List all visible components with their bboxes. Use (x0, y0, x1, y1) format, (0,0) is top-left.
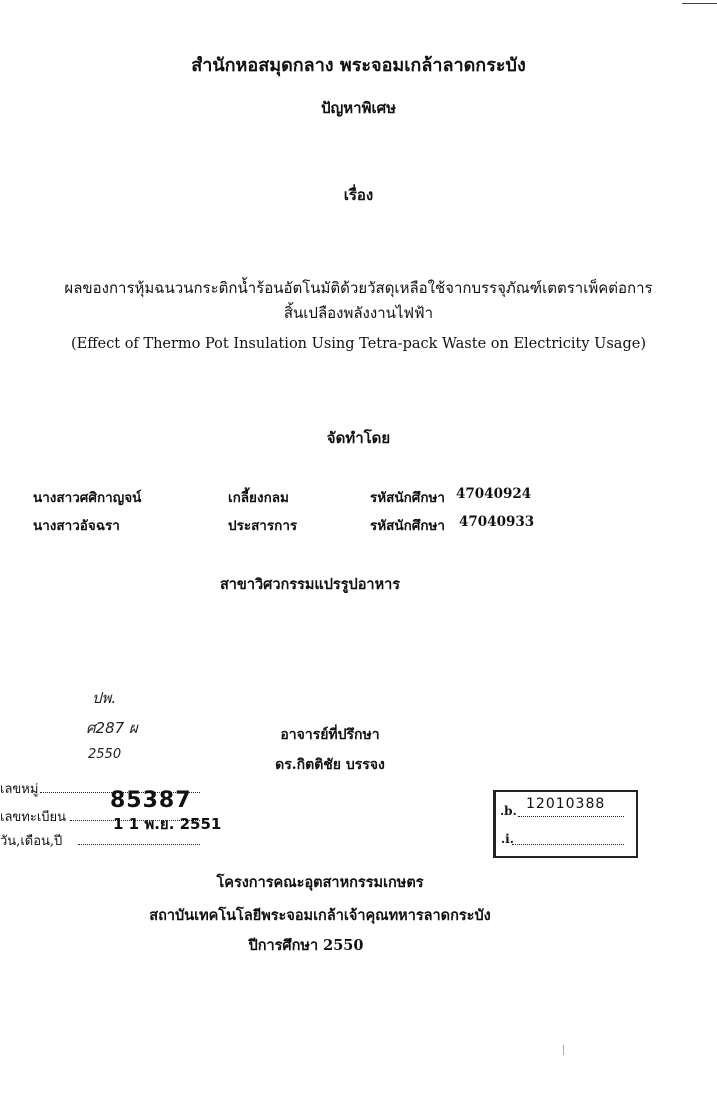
academic-year: ปีการศึกษา 2550 (248, 937, 364, 954)
i-label: .i. (501, 832, 514, 846)
author-2-id: 47040933 (459, 514, 535, 530)
date-stamp: 1 1 พ.ย. 2551 (113, 815, 222, 833)
department: สาขาวิศวกรรมแปรรูปอาหาร (219, 576, 401, 593)
barcode-number-box (493, 790, 638, 858)
author-1-id-label: รหัสนักศึกษา (370, 490, 446, 506)
program-name: โครงการคณะอุตสาหกรรมเกษตร (216, 874, 424, 891)
author-2-name: นางสาวอัจฉรา (33, 518, 120, 534)
author-1-surname: เกลี้ยงกลม (228, 490, 289, 506)
b-number: 12010388 (526, 796, 606, 812)
b-label: .b. (500, 804, 517, 818)
author-1-name: นางสาวศศิกาญจน์ (33, 490, 142, 506)
b-line (518, 816, 624, 817)
institute-name: สถาบันเทคโนโลยีพระจอมเกล้าเจ้าคุณทหารลาดกระบัง (149, 907, 491, 924)
thai-title-line-2: สิ้นเปลืองพลังงานไฟฟ้า (283, 304, 434, 322)
register-number-stamp: 85387 (110, 788, 192, 813)
i-line (512, 844, 624, 845)
handwritten-note-2: ศ287 ผ (86, 719, 138, 737)
author-1-id: 47040924 (456, 486, 532, 502)
advisor-name: ดร.กิตติชัย บรรจง (275, 757, 385, 773)
advisor-label: อาจารย์ที่ปรึกษา (280, 727, 380, 743)
date-label: วัน,เดือน,ปี (0, 834, 63, 849)
author-2-surname: ประสารการ (228, 518, 298, 534)
scan-speck (563, 1045, 564, 1055)
subject-label: เรื่อง (343, 186, 374, 204)
scan-edge-line (682, 3, 717, 4)
english-title: (Effect of Thermo Pot Insulation Using Tetra-pack Waste on Electricity Usage) (71, 336, 646, 352)
prepared-by-label: จัดทำโดย (326, 429, 391, 447)
thai-title-line-1: ผลของการหุ้มฉนวนกระติกน้ำร้อนอัตโนมัติด้วยวัสดุเหลือใช้จากบรรจุภัณฑ์เตตราเพ็คต่อการ (64, 279, 653, 297)
special-problem-label: ปัญหาพิเศษ (320, 99, 397, 117)
handwritten-note-3: 2550 (88, 747, 122, 762)
register-number-label: เลขทะเบียน (0, 810, 67, 825)
call-number-label: เลขหมู่ (0, 782, 39, 797)
author-2-id-label: รหัสนักศึกษา (370, 518, 446, 534)
library-name: สำนักหอสมุดกลาง พระจอมเกล้าลาดกระบัง (191, 55, 526, 76)
handwritten-note-1: ปพ. (92, 689, 117, 707)
